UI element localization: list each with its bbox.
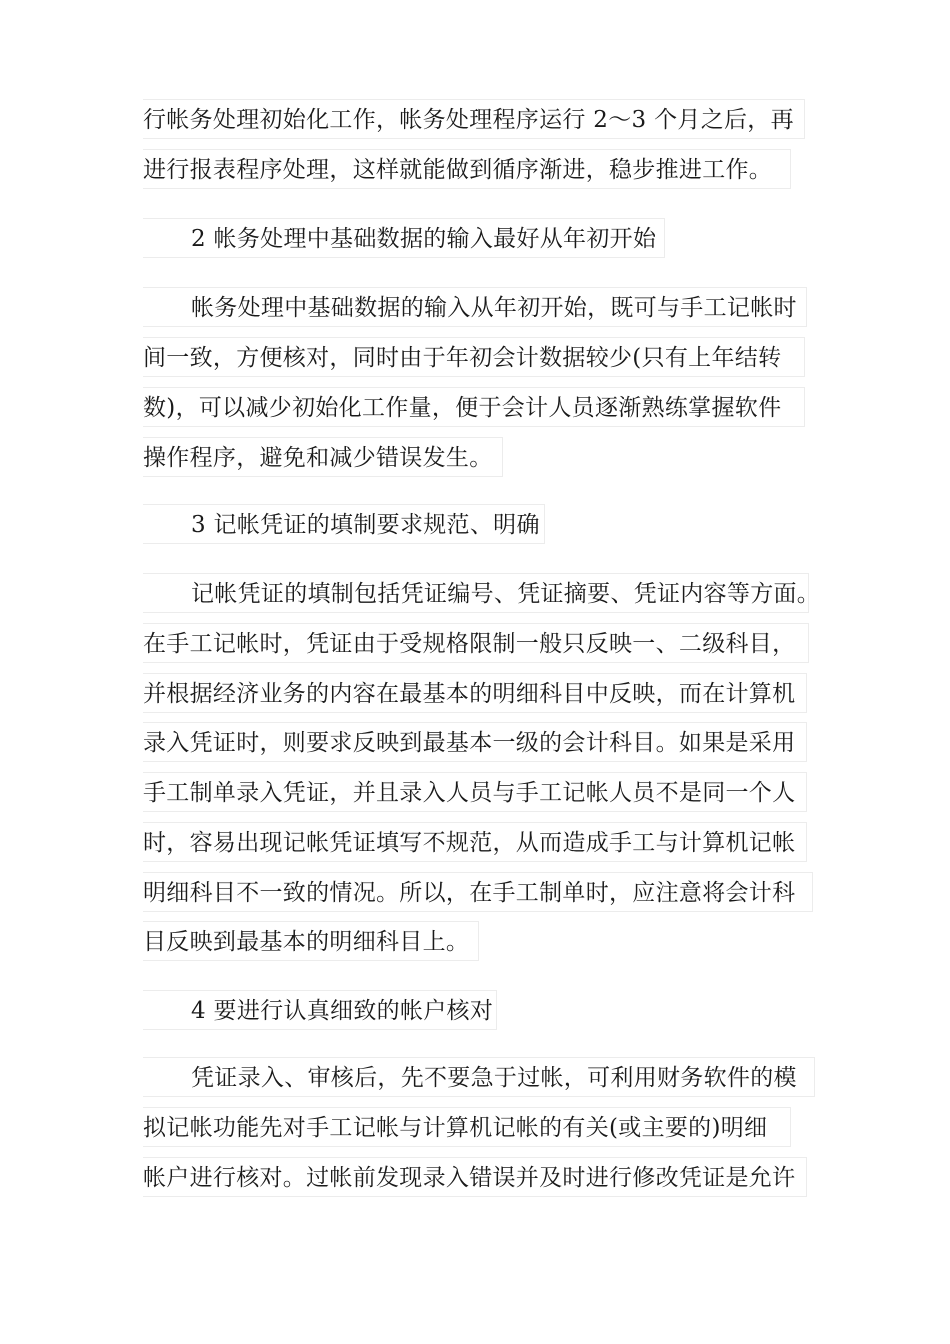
- text-line: 行帐务处理初始化工作，帐务处理程序运行 2～3 个月之后，再: [143, 99, 805, 139]
- text-line: 帐务处理中基础数据的输入从年初开始，既可与手工记帐时: [143, 287, 807, 327]
- text-line: 录入凭证时，则要求反映到最基本一级的会计科目。如果是采用: [143, 722, 807, 762]
- text-line: 记帐凭证的填制包括凭证编号、凭证摘要、凭证内容等方面。: [143, 573, 809, 613]
- text-line: 帐户进行核对。过帐前发现录入错误并及时进行修改凭证是允许: [143, 1157, 807, 1197]
- section-heading: 3 记帐凭证的填制要求规范、明确: [143, 504, 545, 544]
- text-line: 进行报表程序处理，这样就能做到循序渐进，稳步推进工作。: [143, 149, 791, 189]
- text-line: 操作程序，避免和减少错误发生。: [143, 437, 503, 477]
- text-line: 间一致，方便核对，同时由于年初会计数据较少(只有上年结转: [143, 337, 805, 377]
- text-line: 拟记帐功能先对手工记帐与计算机记帐的有关(或主要的)明细: [143, 1107, 791, 1147]
- text-line: 时，容易出现记帐凭证填写不规范，从而造成手工与计算机记帐: [143, 822, 807, 862]
- text-line: 数)，可以减少初始化工作量，便于会计人员逐渐熟练掌握软件: [143, 387, 805, 427]
- text-line: 凭证录入、审核后，先不要急于过帐，可利用财务软件的模: [143, 1057, 815, 1097]
- text-line: 目反映到最基本的明细科目上。: [143, 921, 479, 961]
- text-line: 手工制单录入凭证，并且录入人员与手工记帐人员不是同一个人: [143, 772, 807, 812]
- section-heading: 2 帐务处理中基础数据的输入最好从年初开始: [143, 218, 665, 258]
- text-line: 在手工记帐时，凭证由于受规格限制一般只反映一、二级科目，: [143, 623, 809, 663]
- section-heading: 4 要进行认真细致的帐户核对: [143, 990, 497, 1030]
- text-line: 并根据经济业务的内容在最基本的明细科目中反映，而在计算机: [143, 673, 807, 713]
- text-line: 明细科目不一致的情况。所以，在手工制单时，应注意将会计科: [143, 872, 813, 912]
